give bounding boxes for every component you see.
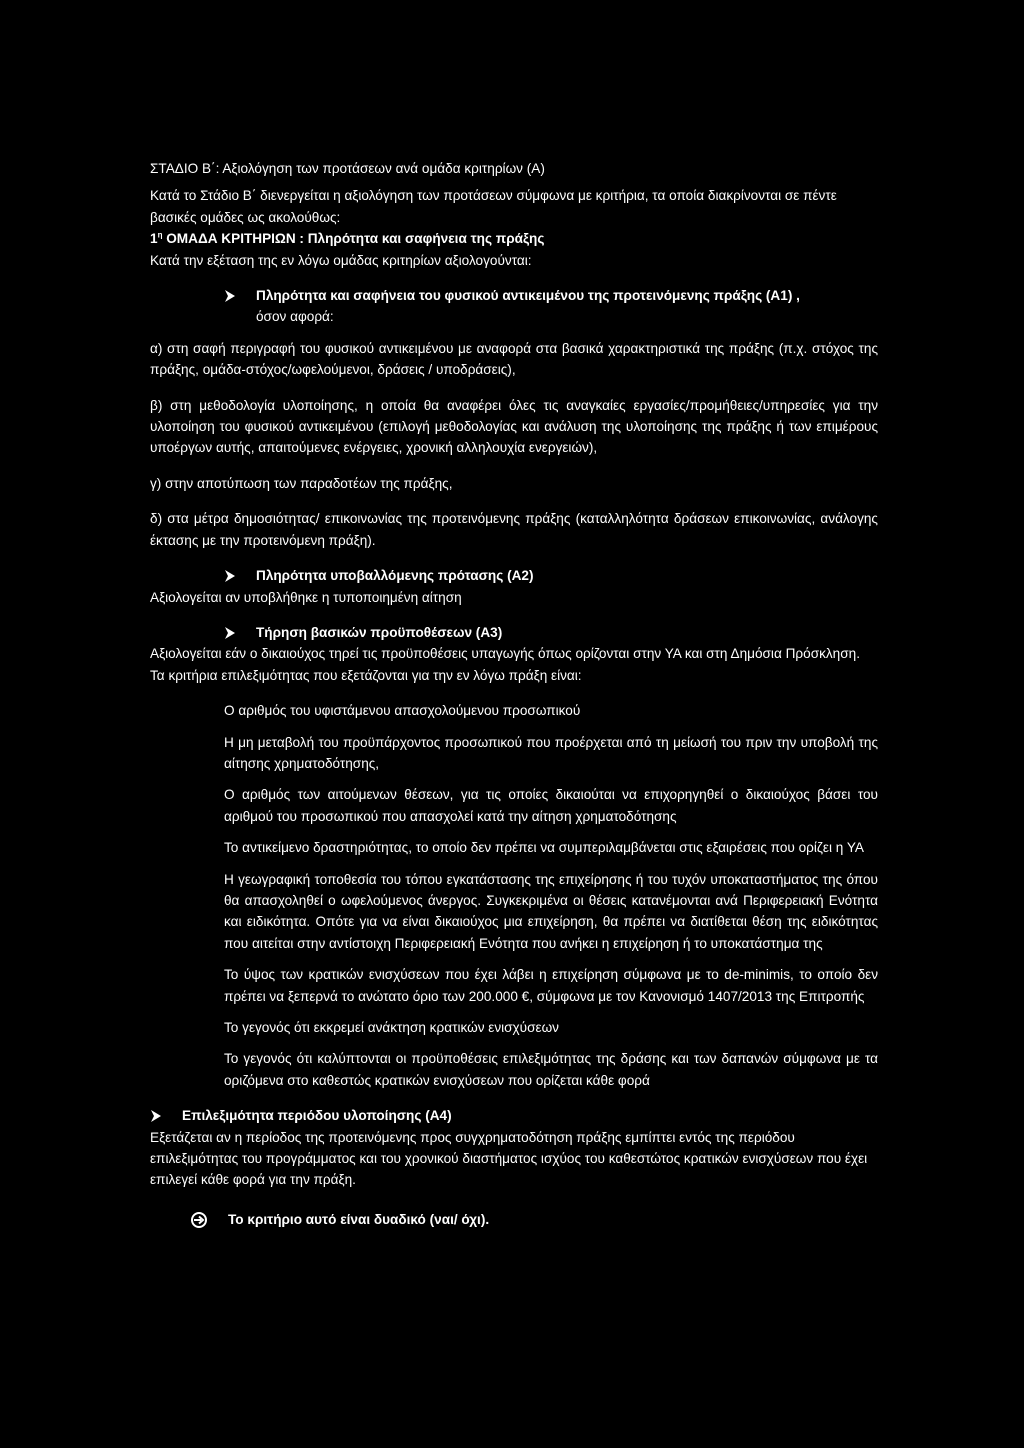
- a3-bullet: [224, 622, 878, 643]
- a3-title: Τήρηση βασικών προϋποθέσεων (Α3): [256, 624, 503, 640]
- a1-title: Πληρότητα και σαφήνεια του φυσικού αντικειμένου της προτεινόμενης πράξης (Α1) ,: [256, 288, 800, 304]
- a4-bullet: [150, 1105, 878, 1126]
- document-page: [150, 158, 878, 1230]
- criterion-item: Το αντικείμενο δραστηριότητας, το οποίο δεν πρέπει να συμπεριλαμβάνεται στις εξαιρέσεις που ορίζει η ΥΑ: [224, 840, 864, 856]
- criterion-item: Ο αριθμός των αιτούμενων θέσεων, για τις οποίες δικαιούται να επιχορηγηθεί ο δικαιούχος βάσει του αριθμού του προσωπικού που απασχολεί κατά την αίτηση χρηματοδότησης: [224, 787, 878, 824]
- a3-text: Αξιολογείται εάν ο δικαιούχος τηρεί τις προϋποθέσεις υπαγωγής όπως ορίζονται στην ΥΑ και στη Δημόσια Πρόσκληση. Τα κριτήρια επιλεξιμότητας που εξετάζονται για την εν λόγω πράξη είναι:: [150, 646, 860, 683]
- a1-item-b: β) στη μεθοδολογία υλοποίησης, η οποία θα αναφέρει όλες τις αναγκαίες εργασίες/προμήθειες/υπηρεσίες για την υλοποίηση του φυσικού αντικειμένου (επιλογή μεθοδολογίας και ανάλυση της υλοποίησης της πράξης ή των επιμέρους υποέργων αυτής, απαιτούμενες ενέργειες, χρονική αλληλουχία ενεργειών),: [150, 397, 878, 456]
- stage-heading: ΣΤΑΔΙΟ Β΄: Αξιολόγηση των προτάσεων ανά ομάδα κριτηρίων (Α): [150, 161, 545, 176]
- a1-bullet: [224, 285, 878, 328]
- criterion-item: Ο αριθμός του υφιστάμενου απασχολούμενου προσωπικού: [224, 703, 581, 719]
- a1-item-d: δ) στα μέτρα δημοσιότητας/ επικοινωνίας της προτεινόμενης πράξης (καταλληλότητα δράσεων επικοινωνίας, ανάλογης έκτασης με την προτεινόμενη πράξη).: [150, 511, 878, 548]
- a4-title: Επιλεξιμότητα περιόδου υλοποίησης (Α4): [182, 1108, 452, 1124]
- a1-subtitle: όσον αφορά:: [256, 309, 334, 325]
- criterion-item: Το ύψος των κρατικών ενισχύσεων που έχει λάβει η επιχείρηση σύμφωνα με το de-minimis, το οποίο δεν πρέπει να ξεπερνά το ανώτατο όριο των 200.000 €, σύμφωνα με τον Κανονισμό 1407/2013 της Επιτροπής: [224, 967, 878, 1004]
- criterion-item: Η μη μεταβολή του προϋπάρχοντος προσωπικού που προέρχεται από τη μείωσή του πριν την υποβολή της αίτησης χρηματοδότησης,: [224, 734, 878, 771]
- eligibility-criteria-list: [224, 700, 878, 1091]
- group1-title: ΟΜΑΔΑ ΚΡΙΤΗΡΙΩΝ : Πληρότητα και σαφήνεια της πράξης: [162, 231, 545, 247]
- criterion-item: Το γεγονός ότι εκκρεμεί ανάκτηση κρατικών ενισχύσεων: [224, 1020, 559, 1035]
- arrowhead-bullet-icon: [224, 289, 238, 303]
- criterion-item: Η γεωγραφική τοποθεσία του τόπου εγκατάστασης της επιχείρησης ή του τυχόν υποκαταστήματος της όπου θα απασχοληθεί ο ωφελούμενος άνεργος. Συγκεκριμένα οι θέσεις κατανέμονται ανά Περιφερειακή Ενότητα και ειδικότητα. Οπότε για να είναι δικαιούχος μια επιχείρηση, θα πρέπει να διατίθεται θέση της ειδικότητας που αιτείται στην αντίστοιχη Περιφερειακή Ενότητα που ανήκει η επιχείρηση ή το υποκατάστημα της: [224, 871, 878, 951]
- a2-bullet: [224, 565, 878, 586]
- circled-arrow-icon: [190, 1211, 208, 1229]
- arrowhead-bullet-icon: [224, 626, 238, 640]
- a1-item-a: α) στη σαφή περιγραφή του φυσικού αντικειμένου με αναφορά στα βασικά χαρακτηριστικά της πράξης (π.χ. στόχος της πράξης, ομάδα-στόχος/ωφελούμενοι, δράσεις / υποδράσεις),: [150, 340, 878, 378]
- a2-title: Πληρότητα υποβαλλόμενης πρότασης (Α2): [256, 568, 534, 584]
- intro-paragraph: Κατά το Στάδιο Β΄ διενεργείται η αξιολόγηση των προτάσεων σύμφωνα με κριτήρια, τα οποία διακρίνονται σε πέντε βασικές ομάδες ως ακολούθως:: [150, 188, 837, 225]
- group1-heading: [150, 228, 878, 249]
- group1-superscript: η: [157, 230, 163, 240]
- criterion-item: Το γεγονός ότι καλύπτονται οι προϋποθέσεις επιλεξιμότητας της δράσης και των δαπανών σύμφωνα με τα οριζόμενα στο καθεστώς κρατικών ενισχύσεων που ορίζεται κάθε φορά: [224, 1051, 878, 1088]
- a2-text: Αξιολογείται αν υποβλήθηκε η τυποποιημένη αίτηση: [150, 589, 462, 605]
- binary-note-row: [190, 1209, 878, 1230]
- group1-number: 1: [150, 231, 158, 247]
- a4-text: Εξετάζεται αν η περίοδος της προτεινόμενης προς συγχρηματοδότηση πράξης εμπίπτει εντός της περιόδου επιλεξιμότητας του προγράμματος και του χρονικού διαστήματος ισχύος του καθεστώτος κρατικών ενισχύσεων που έχει επιλεγεί κάθε φορά για την πράξη.: [150, 1129, 868, 1188]
- a1-item-c: γ) στην αποτύπωση των παραδοτέων της πράξης,: [150, 475, 453, 491]
- arrowhead-bullet-icon: [150, 1109, 164, 1123]
- binary-note: Το κριτήριο αυτό είναι δυαδικό (ναι/ όχι).: [228, 1211, 490, 1227]
- group1-intro: Κατά την εξέταση της εν λόγω ομάδας κριτηρίων αξιολογούνται:: [150, 252, 532, 268]
- arrowhead-bullet-icon: [224, 569, 238, 583]
